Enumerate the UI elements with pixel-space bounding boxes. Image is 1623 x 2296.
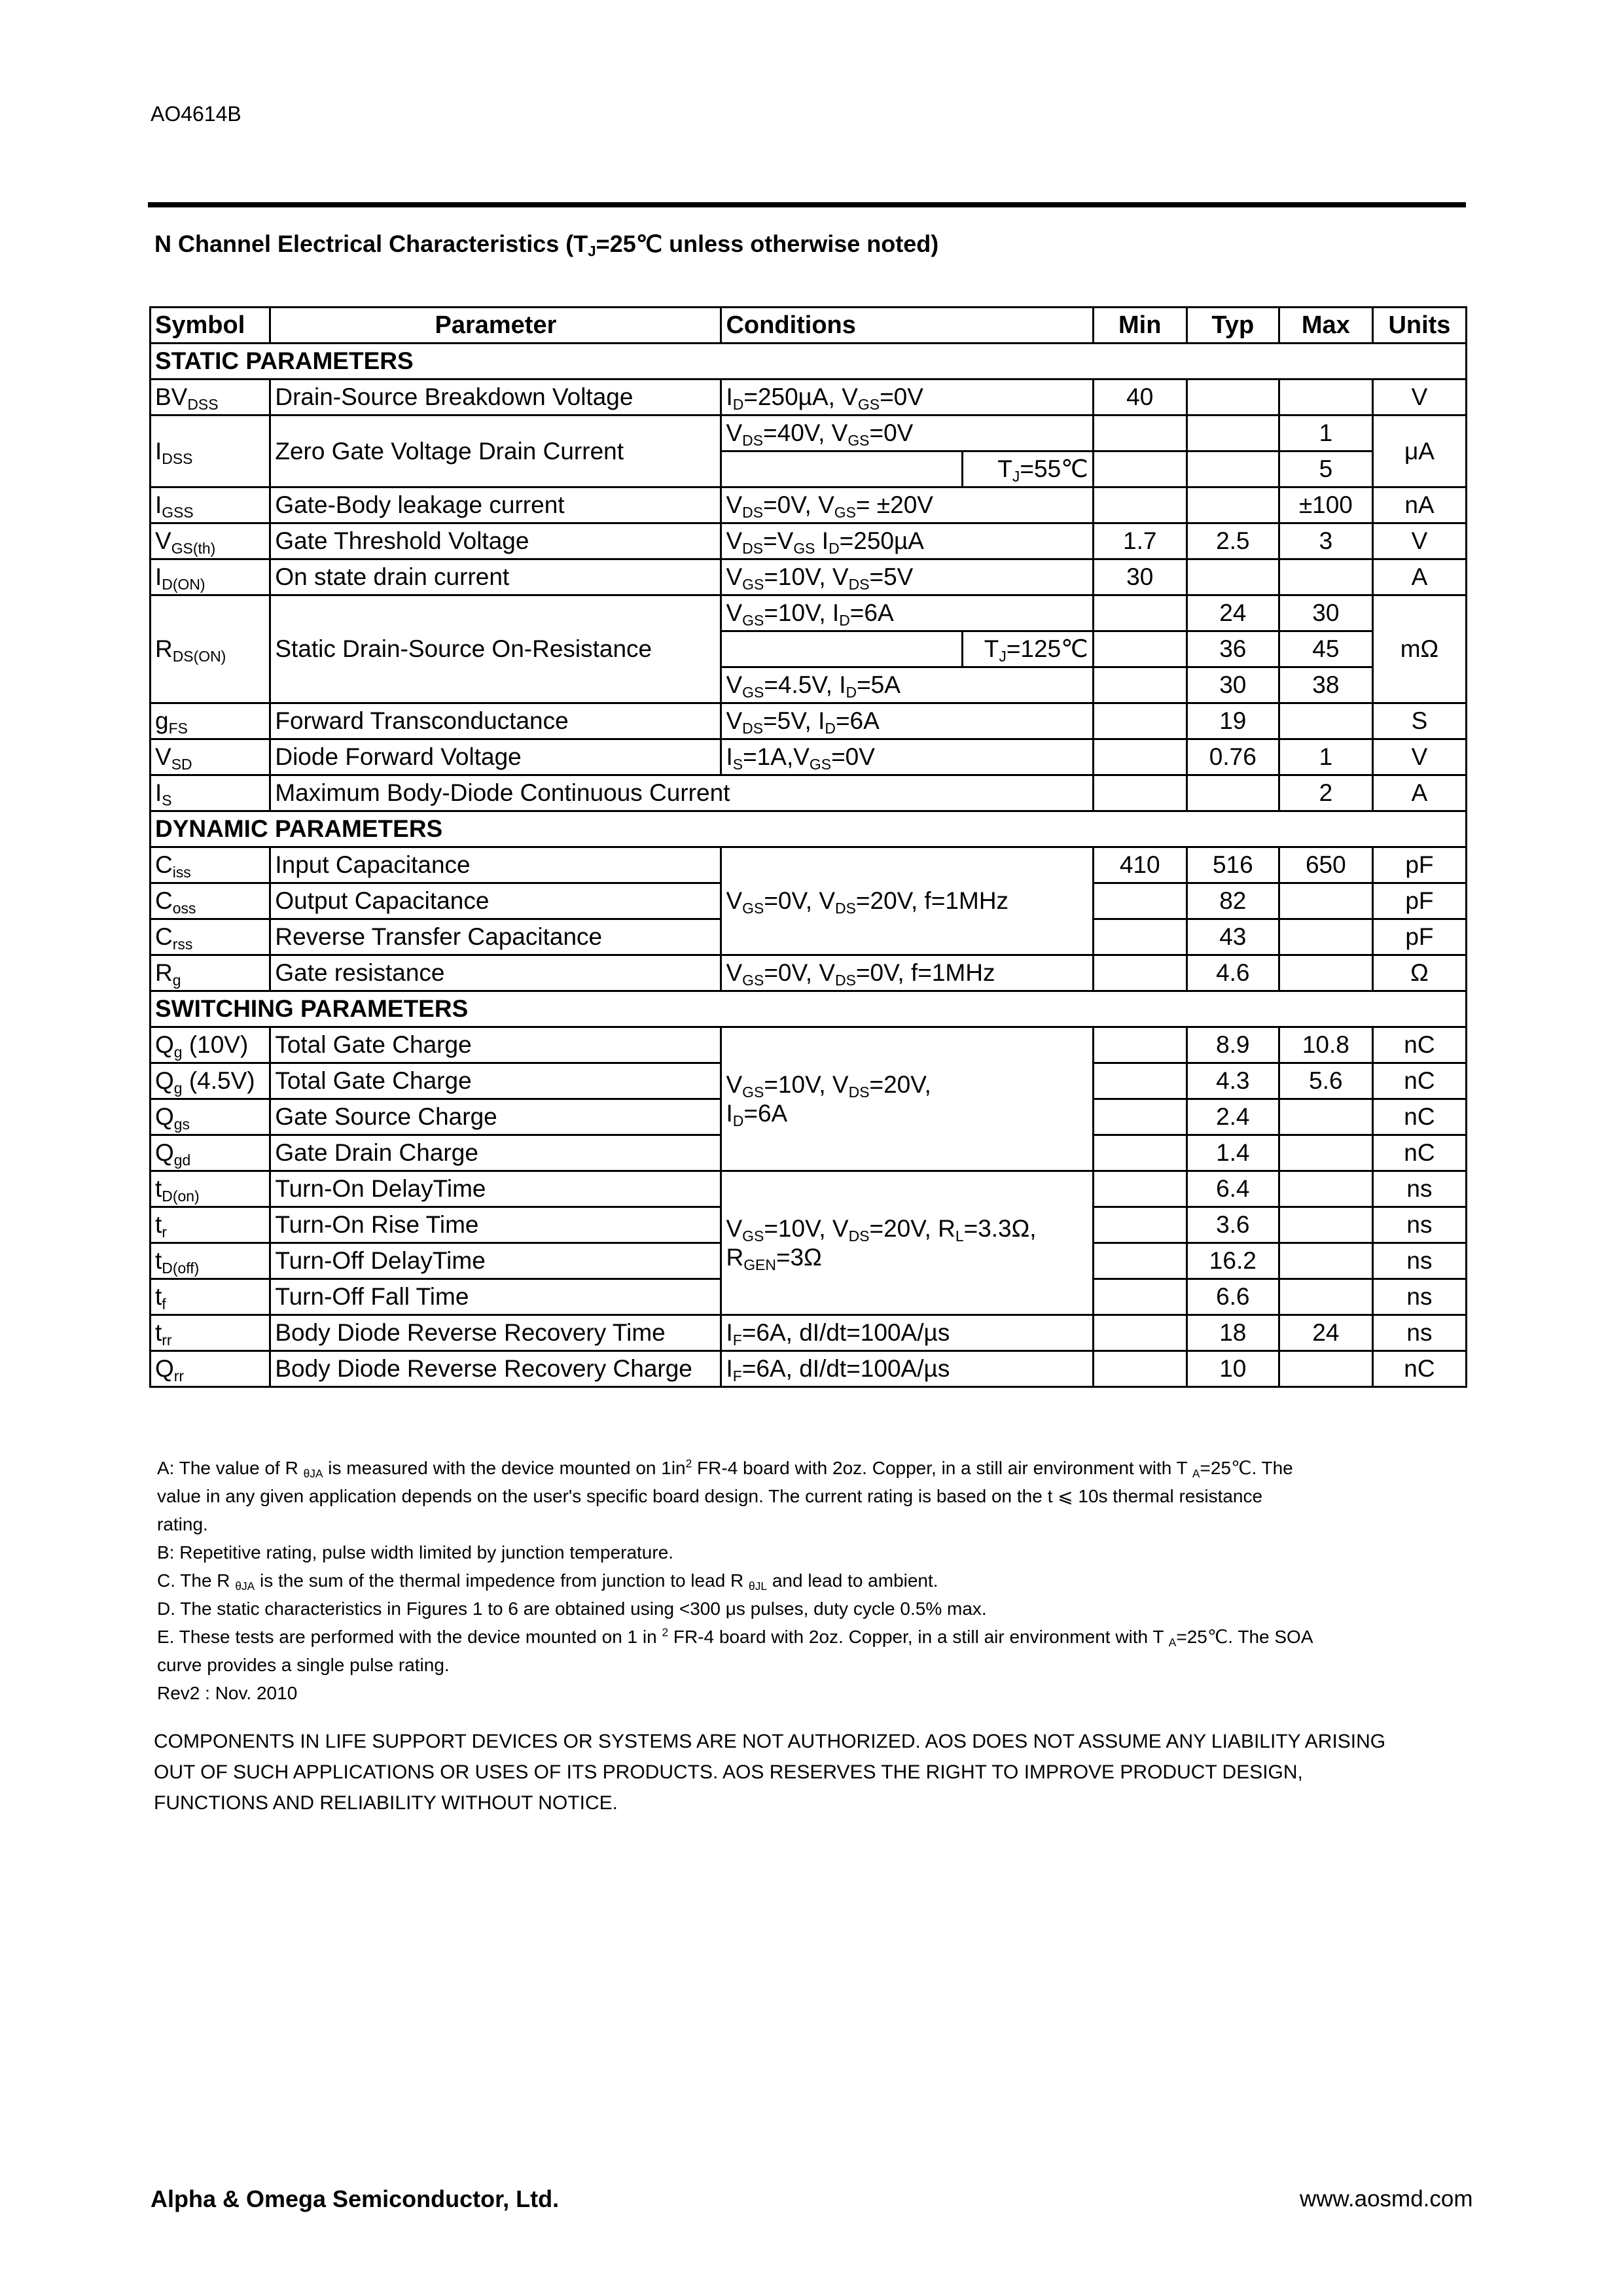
table-row <box>151 380 1467 415</box>
note-d: D. The static characteristics in Figures 1 to 6 are obtained using <300 μs pulses, duty cycle 0.5% max. <box>157 1598 987 1619</box>
typ-qrr: 10 <box>1186 1351 1279 1387</box>
min-tf <box>1093 1279 1186 1315</box>
header-conditions: Conditions <box>721 308 1093 344</box>
typ-rg: 4.6 <box>1186 955 1279 991</box>
cond-switching: $V_{GS}=10V$, $V_{DS}=20V$, $R_L=3.3\Omega$, $R_{GEN}=3\Omega$ <box>721 1171 1093 1315</box>
units-qgs: nC <box>1372 1099 1466 1135</box>
param-ciss: Input Capacitance <box>270 847 721 883</box>
symbol-ciss: $C_{iss}$ <box>151 847 270 883</box>
typ-tr: 3.6 <box>1186 1207 1279 1243</box>
header-rule <box>148 202 1466 207</box>
param-tf: Turn-Off Fall Time <box>270 1279 721 1315</box>
min-coss <box>1093 883 1186 919</box>
typ-idss-a <box>1186 415 1279 451</box>
typ-tf: 6.6 <box>1186 1279 1279 1315</box>
symbol-tr: $t_r$ <box>151 1207 270 1243</box>
typ-tdon: 6.4 <box>1186 1171 1279 1207</box>
typ-idss-b <box>1186 451 1279 487</box>
max-rdson-a: 30 <box>1279 595 1372 631</box>
param-qrr: Body Diode Reverse Recovery Charge <box>270 1351 721 1387</box>
units-tf: ns <box>1372 1279 1466 1315</box>
param-idss: Zero Gate Voltage Drain Current <box>270 415 721 487</box>
param-vgsth: Gate Threshold Voltage <box>270 523 721 559</box>
param-qgd: Gate Drain Charge <box>270 1135 721 1171</box>
min-is <box>1093 775 1186 811</box>
max-crss <box>1279 919 1372 955</box>
param-igss: Gate-Body leakage current <box>270 487 721 523</box>
max-qg45: 5.6 <box>1279 1063 1372 1099</box>
symbol-rdson: $R_{DS(ON)}$ <box>151 595 270 703</box>
max-rg <box>1279 955 1372 991</box>
note-a-line2: value in any given application depends on the user's specific board design. The current rating is based on the t ⩽ 10s thermal resistance <box>157 1486 1263 1506</box>
min-qgs <box>1093 1099 1186 1135</box>
cond-igss: $V_{DS}=0V$, $V_{GS}= \pm 20V$ <box>721 487 1093 523</box>
param-qgs: Gate Source Charge <box>270 1099 721 1135</box>
min-idon: 30 <box>1093 559 1186 595</box>
typ-qgd: 1.4 <box>1186 1135 1279 1171</box>
typ-ciss: 516 <box>1186 847 1279 883</box>
table-row <box>151 1351 1467 1387</box>
note-e-line2: curve provides a single pulse rating. <box>157 1655 450 1675</box>
units-rdson: mΩ <box>1372 595 1466 703</box>
param-tr: Turn-On Rise Time <box>270 1207 721 1243</box>
min-bvdss: 40 <box>1093 380 1186 415</box>
min-tr <box>1093 1207 1186 1243</box>
param-bvdss: Drain-Source Breakdown Voltage <box>270 380 721 415</box>
max-qg10: 10.8 <box>1279 1027 1372 1063</box>
max-ciss: 650 <box>1279 847 1372 883</box>
max-tf <box>1279 1279 1372 1315</box>
cond-gfs: $V_{DS}=5V$, $I_D=6A$ <box>721 703 1093 739</box>
max-tr <box>1279 1207 1372 1243</box>
param-rdson: Static Drain-Source On-Resistance <box>270 595 721 703</box>
cond-idon: $V_{GS}=10V$, $V_{DS}=5V$ <box>721 559 1093 595</box>
param-vsd: Diode Forward Voltage <box>270 739 721 775</box>
param-is: Maximum Body-Diode Continuous Current <box>270 775 1093 811</box>
param-crss: Reverse Transfer Capacitance <box>270 919 721 955</box>
symbol-trr: $t_{rr}$ <box>151 1315 270 1351</box>
cond-idss: $V_{DS}=40V$, $V_{GS}=0V$ <box>721 415 1093 451</box>
units-vsd: V <box>1372 739 1466 775</box>
section-static: STATIC PARAMETERS <box>151 344 1467 380</box>
typ-qg45: 4.3 <box>1186 1063 1279 1099</box>
symbol-qgs: $Q_{gs}$ <box>151 1099 270 1135</box>
min-tdoff <box>1093 1243 1186 1279</box>
revision: Rev2 : Nov. 2010 <box>157 1683 298 1703</box>
min-crss <box>1093 919 1186 955</box>
cond-rdson-blank <box>721 631 963 667</box>
max-igss: ±100 <box>1279 487 1372 523</box>
max-coss <box>1279 883 1372 919</box>
min-igss <box>1093 487 1186 523</box>
cond-gate-charge: $V_{GS}=10V$, $V_{DS}=20V$, $I_D=6A$ <box>721 1027 1093 1171</box>
symbol-tf: $t_f$ <box>151 1279 270 1315</box>
table-row <box>151 595 1467 631</box>
table-row <box>151 523 1467 559</box>
min-rg <box>1093 955 1186 991</box>
table-row <box>151 955 1467 991</box>
header-min: Min <box>1093 308 1186 344</box>
units-trr: ns <box>1372 1315 1466 1351</box>
max-idss-a: 1 <box>1279 415 1372 451</box>
units-tdoff: ns <box>1372 1243 1466 1279</box>
units-tr: ns <box>1372 1207 1466 1243</box>
max-qgs <box>1279 1099 1372 1135</box>
symbol-idon: $I_{D(ON)}$ <box>151 559 270 595</box>
min-vgsth: 1.7 <box>1093 523 1186 559</box>
table-row <box>151 739 1467 775</box>
section-dynamic: DYNAMIC PARAMETERS <box>151 811 1467 847</box>
units-crss: pF <box>1372 919 1466 955</box>
min-qg45 <box>1093 1063 1186 1099</box>
max-idon <box>1279 559 1372 595</box>
table-row <box>151 847 1467 883</box>
cond-trr: $I_F=6A$, dI/dt=100A/µs <box>721 1315 1093 1351</box>
max-qgd <box>1279 1135 1372 1171</box>
symbol-is: $I_S$ <box>151 775 270 811</box>
units-is: A <box>1372 775 1466 811</box>
part-number: AO4614B <box>151 102 241 126</box>
typ-vgsth: 2.5 <box>1186 523 1279 559</box>
min-idss-b <box>1093 451 1186 487</box>
symbol-vsd: $V_{SD}$ <box>151 739 270 775</box>
max-qrr <box>1279 1351 1372 1387</box>
min-gfs <box>1093 703 1186 739</box>
section-row <box>151 344 1467 380</box>
typ-tdoff: 16.2 <box>1186 1243 1279 1279</box>
footnotes <box>157 1454 1466 1707</box>
symbol-tdoff: $t_{D(off)}$ <box>151 1243 270 1279</box>
typ-rdson-a: 24 <box>1186 595 1279 631</box>
typ-crss: 43 <box>1186 919 1279 955</box>
max-vsd: 1 <box>1279 739 1372 775</box>
section-switching: SWITCHING PARAMETERS <box>151 991 1467 1027</box>
param-qg45: Total Gate Charge <box>270 1063 721 1099</box>
max-tdon <box>1279 1171 1372 1207</box>
section-row <box>151 991 1467 1027</box>
disclaimer-line: FUNCTIONS AND RELIABILITY WITHOUT NOTICE. <box>154 1792 618 1814</box>
min-rdson-b <box>1093 631 1186 667</box>
note-c: C. The R $_{\theta JA}$ is the sum of the thermal impedence from junction to lead R $_{\theta JL}$ and lead to ambient. <box>157 1570 938 1593</box>
min-rdson-c <box>1093 667 1186 703</box>
min-qgd <box>1093 1135 1186 1171</box>
cond-rdson-c: $V_{GS}=4.5V$, $I_D=5A$ <box>721 667 1093 703</box>
cond-rdson-tj: $T_J=125℃$ <box>963 631 1093 667</box>
symbol-qg10: $Q_g$ (10V) <box>151 1027 270 1063</box>
min-rdson-a <box>1093 595 1186 631</box>
min-idss-a <box>1093 415 1186 451</box>
units-vgsth: V <box>1372 523 1466 559</box>
min-trr <box>1093 1315 1186 1351</box>
min-vsd <box>1093 739 1186 775</box>
typ-rdson-b: 36 <box>1186 631 1279 667</box>
min-qg10 <box>1093 1027 1186 1063</box>
max-idss-b: 5 <box>1279 451 1372 487</box>
typ-is <box>1186 775 1279 811</box>
units-qrr: nC <box>1372 1351 1466 1387</box>
max-rdson-b: 45 <box>1279 631 1372 667</box>
cond-vgsth: $V_{DS}=V_{GS}$ $I_D=250\mu A$ <box>721 523 1093 559</box>
cond-vsd: $I_S=1A,V_{GS}=0V$ <box>721 739 1093 775</box>
cond-bvdss: $I_D=250\mu A$, $V_{GS}=0V$ <box>721 380 1093 415</box>
header-symbol: Symbol <box>151 308 270 344</box>
units-bvdss: V <box>1372 380 1466 415</box>
max-vgsth: 3 <box>1279 523 1372 559</box>
typ-qgs: 2.4 <box>1186 1099 1279 1135</box>
symbol-coss: $C_{oss}$ <box>151 883 270 919</box>
symbol-qrr: $Q_{rr}$ <box>151 1351 270 1387</box>
units-rg: Ω <box>1372 955 1466 991</box>
symbol-qgd: $Q_{gd}$ <box>151 1135 270 1171</box>
max-tdoff <box>1279 1243 1372 1279</box>
note-a-line3: rating. <box>157 1514 208 1534</box>
header-typ: Typ <box>1186 308 1279 344</box>
cond-rg: $V_{GS}=0V$, $V_{DS}=0V$, f=1MHz <box>721 955 1093 991</box>
symbol-qg45: $Q_g$ (4.5V) <box>151 1063 270 1099</box>
table-row <box>151 703 1467 739</box>
table-row <box>151 1027 1467 1063</box>
min-ciss: 410 <box>1093 847 1186 883</box>
units-tdon: ns <box>1372 1171 1466 1207</box>
symbol-idss: $I_{DSS}$ <box>151 415 270 487</box>
typ-qg10: 8.9 <box>1186 1027 1279 1063</box>
note-a-line1: A: The value of R $_{\theta JA}$ is measured with the device mounted on $1in^2$ FR-4 board with 2oz. Copper, in a still air environment with T $_A$=25℃. The <box>157 1457 1293 1481</box>
min-qrr <box>1093 1351 1186 1387</box>
typ-idon <box>1186 559 1279 595</box>
units-qgd: nC <box>1372 1135 1466 1171</box>
typ-coss: 82 <box>1186 883 1279 919</box>
disclaimer-line: OUT OF SUCH APPLICATIONS OR USES OF ITS PRODUCTS. AOS RESERVES THE RIGHT TO IMPROVE PRODUCT DESIGN, <box>154 1761 1303 1783</box>
table-row <box>151 487 1467 523</box>
symbol-rg: $R_g$ <box>151 955 270 991</box>
param-coss: Output Capacitance <box>270 883 721 919</box>
note-e-line1: E. These tests are performed with the device mounted on 1 in $^2$ FR-4 board with 2oz. Copper, in a still air environment with T $_A$=25℃. The SOA <box>157 1625 1313 1650</box>
cond-capacitance: $V_{GS}=0V$, $V_{DS}=20V$, f=1MHz <box>721 847 1093 955</box>
units-igss: nA <box>1372 487 1466 523</box>
typ-trr: 18 <box>1186 1315 1279 1351</box>
typ-igss <box>1186 487 1279 523</box>
min-tdon <box>1093 1171 1186 1207</box>
note-b: B: Repetitive rating, pulse width limited by junction temperature. <box>157 1542 674 1563</box>
table-row <box>151 775 1467 811</box>
typ-rdson-c: 30 <box>1186 667 1279 703</box>
table-row <box>151 415 1467 451</box>
units-qg45: nC <box>1372 1063 1466 1099</box>
cond-rdson-a: $V_{GS}=10V$, $I_D=6A$ <box>721 595 1093 631</box>
cond-idss-blank <box>721 451 963 487</box>
param-qg10: Total Gate Charge <box>270 1027 721 1063</box>
max-bvdss <box>1279 380 1372 415</box>
symbol-igss: $I_{GSS}$ <box>151 487 270 523</box>
units-idon: A <box>1372 559 1466 595</box>
section-row <box>151 811 1467 847</box>
footer-company: Alpha & Omega Semiconductor, Ltd. <box>151 2185 560 2212</box>
max-is: 2 <box>1279 775 1372 811</box>
param-gfs: Forward Transconductance <box>270 703 721 739</box>
units-ciss: pF <box>1372 847 1466 883</box>
param-rg: Gate resistance <box>270 955 721 991</box>
electrical-characteristics-table <box>149 306 1467 1388</box>
table-title: N Channel Electrical Characteristics ($T_J=25℃$ unless otherwise noted) <box>154 230 939 260</box>
symbol-crss: $C_{rss}$ <box>151 919 270 955</box>
disclaimer-line: COMPONENTS IN LIFE SUPPORT DEVICES OR SYSTEMS ARE NOT AUTHORIZED. AOS DOES NOT ASSUME ANY LIABILITY ARISING <box>154 1731 1386 1752</box>
max-gfs <box>1279 703 1372 739</box>
table-row <box>151 1171 1467 1207</box>
symbol-bvdss: $BV_{DSS}$ <box>151 380 270 415</box>
max-trr: 24 <box>1279 1315 1372 1351</box>
table-row <box>151 1315 1467 1351</box>
symbol-gfs: $g_{FS}$ <box>151 703 270 739</box>
cond-idss-tj: $T_J=55℃$ <box>963 451 1093 487</box>
table-row <box>151 559 1467 595</box>
max-rdson-c: 38 <box>1279 667 1372 703</box>
typ-bvdss <box>1186 380 1279 415</box>
param-tdon: Turn-On DelayTime <box>270 1171 721 1207</box>
units-qg10: nC <box>1372 1027 1466 1063</box>
table-header-row <box>151 308 1467 344</box>
header-parameter: Parameter <box>270 308 721 344</box>
param-tdoff: Turn-Off DelayTime <box>270 1243 721 1279</box>
typ-gfs: 19 <box>1186 703 1279 739</box>
footer-url[interactable]: www.aosmd.com <box>1300 2186 1473 2212</box>
header-units: Units <box>1372 308 1466 344</box>
param-trr: Body Diode Reverse Recovery Time <box>270 1315 721 1351</box>
units-gfs: S <box>1372 703 1466 739</box>
typ-vsd: 0.76 <box>1186 739 1279 775</box>
symbol-tdon: $t_{D(on)}$ <box>151 1171 270 1207</box>
units-idss: μA <box>1372 415 1466 487</box>
symbol-vgsth: $V_{GS(th)}$ <box>151 523 270 559</box>
header-max: Max <box>1279 308 1372 344</box>
units-coss: pF <box>1372 883 1466 919</box>
cond-qrr: $I_F=6A$, dI/dt=100A/µs <box>721 1351 1093 1387</box>
param-idon: On state drain current <box>270 559 721 595</box>
disclaimer <box>154 1726 1476 1818</box>
